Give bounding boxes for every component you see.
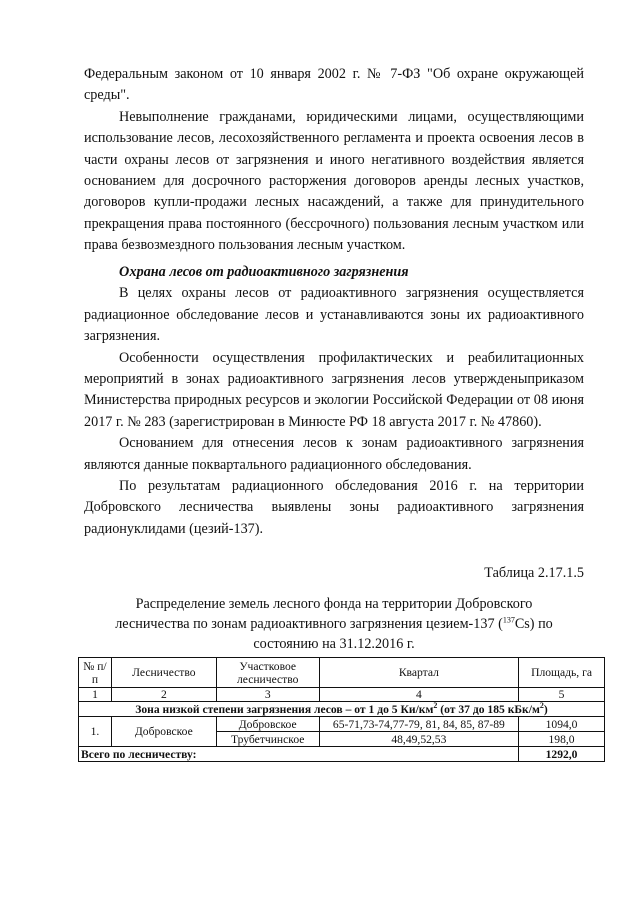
zone-text: Зона низкой степени загрязнения лесов – от 1 до 5 Ки/км: [135, 702, 434, 716]
section-heading: Охрана лесов от радиоактивного загрязнения: [119, 264, 409, 280]
paragraph-order: Особенности осуществления профилактических и реабилитационных мероприятий в зонах радиоактивного загрязнения лесов утвержденыприказом Министерства природных ресурсов и экологии Российской Федерации от 08 июня 2017 г. № 283 (зарегистрирован в Минюсте РФ 18 августа 2017 г. № 47860).: [84, 349, 584, 430]
paragraph-violation: Невыполнение гражданами, юридическими лицами, осуществляющими использование лесов, лесохозяйственного регламента и проекта освоения лесов в части охраны лесов от загрязнения и иного негативного воздействия является основанием для досрочного расторжения договоров аренды лесных участков, договоров купли-продажи лесных насаждений, а также для принудительного прекращения права постоянного (бессрочного) пользования лесным участком или права безвозмездного пользования лесным участком.: [84, 108, 584, 254]
col-number: 2: [111, 688, 216, 702]
zone-row: [79, 702, 605, 717]
total-label: Всего по лесничеству:: [79, 747, 519, 762]
caption-line-2-end: Cs) по: [514, 616, 553, 632]
table-number: Таблица 2.17.1.5: [484, 565, 584, 581]
caption-line-2: [84, 614, 584, 634]
total-area: 1292,0: [519, 747, 605, 762]
header-forestry: Лесничество: [111, 658, 216, 688]
row-quarter: 48,49,52,53: [319, 732, 518, 747]
header-quarter: Квартал: [319, 658, 518, 688]
zone-text-end: ): [543, 702, 548, 716]
table-caption: [84, 594, 584, 654]
body-text-top: [84, 64, 584, 257]
row-area: 198,0: [519, 732, 605, 747]
contamination-table: [78, 657, 605, 762]
paragraph-basis: Основанием для отнесения лесов к зонам радиоактивного загрязнения являются данные поквартального радиационного обследования.: [84, 435, 584, 473]
table-row: [79, 717, 605, 732]
paragraph-law: Федеральным законом от 10 января 2002 г. № 7-ФЗ "Об охране окружающей среды".: [84, 66, 584, 104]
zone-unit-exponent: 2: [433, 700, 438, 710]
caption-line-2-text: лесничества по зонам радиоактивного загрязнения цезием-137 (: [115, 616, 503, 632]
header-district: Участковое лесничество: [216, 658, 319, 688]
row-num: 1.: [79, 717, 112, 747]
col-number: 5: [519, 688, 605, 702]
section-radioactive: [84, 262, 584, 540]
paragraph-survey: В целях охраны лесов от радиоактивного загрязнения осуществляется радиационное обследование лесов и устанавливаются зоны их радиоактивного загрязнения.: [84, 285, 584, 345]
col-number: 4: [319, 688, 518, 702]
table-header-row: [79, 658, 605, 688]
caption-line-3: состоянию на 31.12.2016 г.: [253, 636, 415, 652]
header-area: Площадь, га: [519, 658, 605, 688]
header-num: № п/п: [79, 658, 112, 688]
zone-unit-exponent: 2: [539, 700, 544, 710]
caption-line-1: Распределение земель лесного фонда на территории Добровского: [135, 596, 533, 612]
row-district: Добровское: [216, 717, 319, 732]
caption-isotope-mass: 137: [502, 615, 515, 625]
zone-text-range: (от 37 до 185 кБк/м: [437, 702, 540, 716]
paragraph-results: По результатам радиационного обследования 2016 г. на территории Добровского лесничества выявлены зоны радиоактивного загрязнения радионуклидами (цезий-137).: [84, 478, 584, 537]
total-row: [79, 747, 605, 762]
row-forestry: Добровское: [111, 717, 216, 747]
row-quarter: 65-71,73-74,77-79, 81, 84, 85, 87-89: [319, 717, 518, 732]
column-number-row: [79, 688, 605, 702]
col-number: 3: [216, 688, 319, 702]
zone-label: [79, 702, 605, 717]
col-number: 1: [79, 688, 112, 702]
row-area: 1094,0: [519, 717, 605, 732]
row-district: Трубетчинское: [216, 732, 319, 747]
